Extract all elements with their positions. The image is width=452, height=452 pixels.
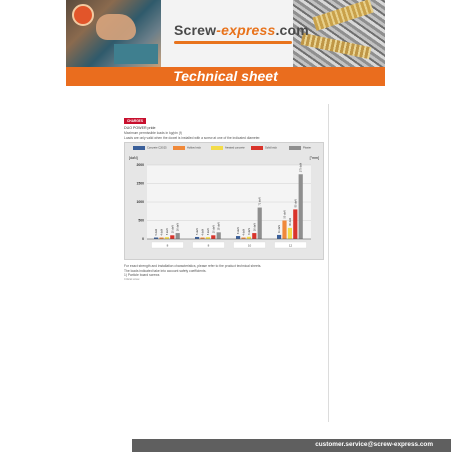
chart-bar — [277, 235, 281, 239]
toolcase-shape — [114, 44, 158, 64]
bar-value-label: 5 daN — [155, 228, 159, 236]
legend-label: Solid brick — [265, 146, 277, 150]
bar-value-label: 80 daN — [294, 199, 298, 208]
y-tick-label: 1000 — [136, 200, 144, 205]
product-name: DUO POWER pride — [124, 126, 156, 130]
x-tick-label: 8 — [207, 243, 210, 248]
doc-line: Maximum permissible loads in kg/pin (f) — [124, 131, 182, 135]
bar-value-label: 10 daN — [171, 225, 175, 234]
doc-note: 1) Particle board screws — [124, 273, 160, 277]
page-title: Technical sheet — [173, 68, 278, 84]
brand-logo[interactable] — [174, 22, 309, 38]
y-tick-label: 0 — [142, 237, 144, 242]
tools-photo — [66, 0, 161, 67]
doc-note: Critical screw — [124, 278, 140, 281]
y-tick-label: 1500 — [136, 181, 144, 186]
chart-bar — [195, 237, 199, 239]
chart-bar — [293, 209, 297, 239]
bar-value-label: 5 daN — [206, 228, 210, 236]
bar-value-label: 71 daN — [258, 197, 262, 206]
load-chart — [124, 142, 324, 260]
bar-value-label: 6 daN — [247, 228, 251, 235]
right-divider — [328, 104, 329, 422]
tool-icon — [72, 4, 94, 26]
bar-value-label: 16 daN — [176, 223, 180, 232]
footer-bar — [132, 439, 451, 452]
bar-value-label: 5 daN — [196, 228, 200, 235]
logo-text: .com — [275, 22, 309, 38]
chart-bar — [165, 237, 169, 239]
doc-note: The loads indicated take into account safety coefficients. — [124, 268, 207, 273]
bar-value-label: 16 daN — [253, 223, 257, 232]
bar-value-label: 5 daN — [165, 228, 169, 236]
bar-value-label: 10 daN — [212, 225, 216, 234]
header-banner — [66, 0, 385, 67]
technical-sheet-page — [66, 0, 433, 452]
y-unit-right: [°mm] — [309, 156, 319, 160]
chart-bar — [252, 233, 256, 239]
chart-bar — [282, 221, 286, 240]
legend-label: Plaster — [303, 146, 312, 150]
screw-shape — [312, 0, 373, 31]
bar-value-label: 11 daN — [278, 225, 282, 233]
logo-text: -express — [216, 22, 276, 38]
legend-label: Aerated concrete — [225, 146, 245, 150]
bar-value-label: 4 daN — [242, 228, 246, 236]
bar-value-label: 8 daN — [237, 227, 241, 235]
bar-value-label: 175 daN — [299, 162, 303, 173]
legend-label: Hollow brick — [187, 146, 201, 150]
logo-swoosh — [174, 41, 292, 44]
x-tick-label: 12 — [288, 243, 293, 248]
contact-email[interactable]: customer.service@screw-express.com — [315, 441, 433, 448]
doc-note: For exact strength and installation characteristics, please refer to the product technical sheets. — [124, 264, 262, 268]
chart-bar — [170, 235, 174, 239]
title-bar — [66, 67, 385, 86]
bar-value-label: 50 daN — [283, 210, 287, 219]
chart-bar — [206, 237, 210, 239]
legend-label: Concrete C20/25 — [147, 146, 167, 150]
x-tick-label: 8 — [166, 243, 169, 248]
chart-bar — [217, 232, 221, 239]
y-tick-label: 2000 — [136, 163, 144, 168]
chart-bar — [288, 228, 292, 239]
bar-value-label: 4 daN — [160, 228, 164, 236]
chart-bar — [176, 233, 180, 239]
bar-value-label: 30 daN — [288, 217, 292, 226]
chart-bar — [258, 208, 262, 239]
doc-line: Loads are only valid when the dowel is installed with a screw at one of the indicated diameter. — [124, 135, 261, 140]
screw-shape — [301, 33, 372, 59]
x-tick-label: 10 — [247, 243, 252, 248]
logo-text: Screw — [174, 22, 217, 38]
section-tag: CHARGES — [124, 118, 146, 124]
bar-value-label: 18 daN — [217, 222, 221, 231]
chart-bar — [247, 237, 251, 239]
hand-shape — [96, 14, 136, 40]
chart-bar — [236, 236, 240, 239]
y-unit-left: [daN] — [129, 156, 138, 160]
bar-value-label: 4 daN — [201, 228, 205, 236]
y-tick-label: 500 — [138, 218, 144, 223]
chart-bar — [299, 174, 303, 239]
chart-bar — [211, 235, 215, 239]
chart-plot — [125, 143, 323, 259]
